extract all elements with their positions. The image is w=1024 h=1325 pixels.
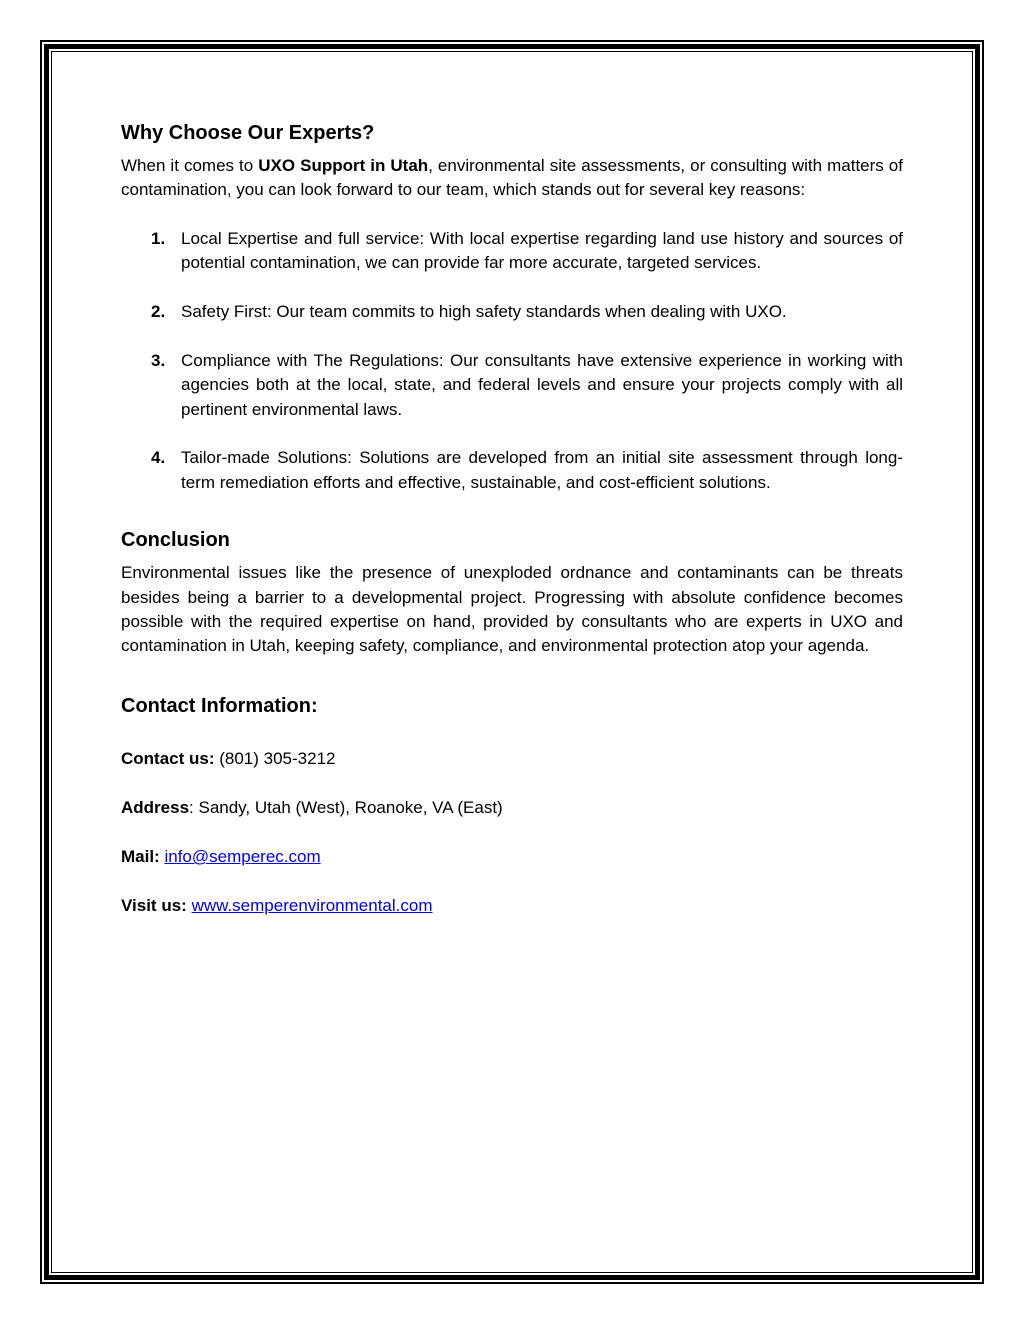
- section-why-choose: [121, 120, 903, 495]
- email-link[interactable]: info@semperec.com: [164, 846, 321, 866]
- contact-website-label: Visit us:: [121, 895, 187, 915]
- list-item-number: 3.: [151, 350, 166, 370]
- list-item-text: Local Expertise and full service: With local expertise regarding land use history and sources of potential contamination, we can provide far more accurate, targeted services.: [181, 228, 903, 273]
- conclusion-paragraph: Environmental issues like the presence of unexploded ordnance and contaminants can be threats besides being a barrier to a developmental project. Progressing with absolute confidence becomes possible with the required expertise on hand, provided by consultants who are experts in UXO and contamination in Utah, keeping safety, compliance, and environmental protection atop your agenda.: [121, 563, 903, 656]
- intro-text-start: When it comes to: [121, 156, 259, 175]
- list-item-text: Tailor-made Solutions: Solutions are developed from an initial site assessment through long-term remediation efforts and effective, sustainable, and cost-efficient solutions.: [181, 448, 903, 492]
- heading-contact: Contact Information:: [121, 694, 318, 717]
- list-item-text: Compliance with The Regulations: Our consultants have extensive experience in working with agencies both at the local, state, and federal levels and ensure your projects comply with all pertinent environmental laws.: [181, 350, 903, 419]
- contact-address-value: : Sandy, Utah (West), Roanoke, VA (East): [189, 797, 503, 817]
- heading-conclusion: Conclusion: [121, 529, 230, 552]
- list-item-number: 2.: [151, 302, 166, 322]
- list-item: [121, 349, 903, 422]
- heading-why-choose: Why Choose Our Experts?: [121, 122, 375, 144]
- document-body: [121, 120, 903, 918]
- contact-phone-label: Contact us:: [121, 748, 215, 768]
- list-item-text: Safety First: Our team commits to high safety standards when dealing with UXO.: [181, 302, 787, 322]
- intro-bold-keyword: UXO Support in Utah: [258, 156, 429, 175]
- list-item: [121, 446, 903, 495]
- contact-website-line: [121, 894, 903, 918]
- contact-mail-label: Mail:: [121, 846, 160, 866]
- list-item: [121, 300, 903, 324]
- website-link[interactable]: www.semperenvironmental.com: [191, 895, 433, 915]
- contact-phone-value: (801) 305-3212: [214, 748, 336, 768]
- reasons-list: [121, 227, 903, 495]
- list-item: [121, 227, 903, 276]
- list-item-number: 4.: [151, 448, 166, 468]
- intro-paragraph: [121, 154, 903, 203]
- list-item-number: 1.: [151, 228, 166, 248]
- section-conclusion: [121, 527, 903, 659]
- section-contact: [121, 693, 903, 918]
- contact-mail-line: [121, 845, 903, 869]
- contact-phone-line: [121, 747, 903, 771]
- contact-address-line: [121, 796, 903, 820]
- contact-address-label: Address: [121, 797, 190, 817]
- intro-text-end: , environmental site assessments, or consulting with matters of contamination, you can look forward to our team, which stands out for several key reasons:: [121, 156, 903, 200]
